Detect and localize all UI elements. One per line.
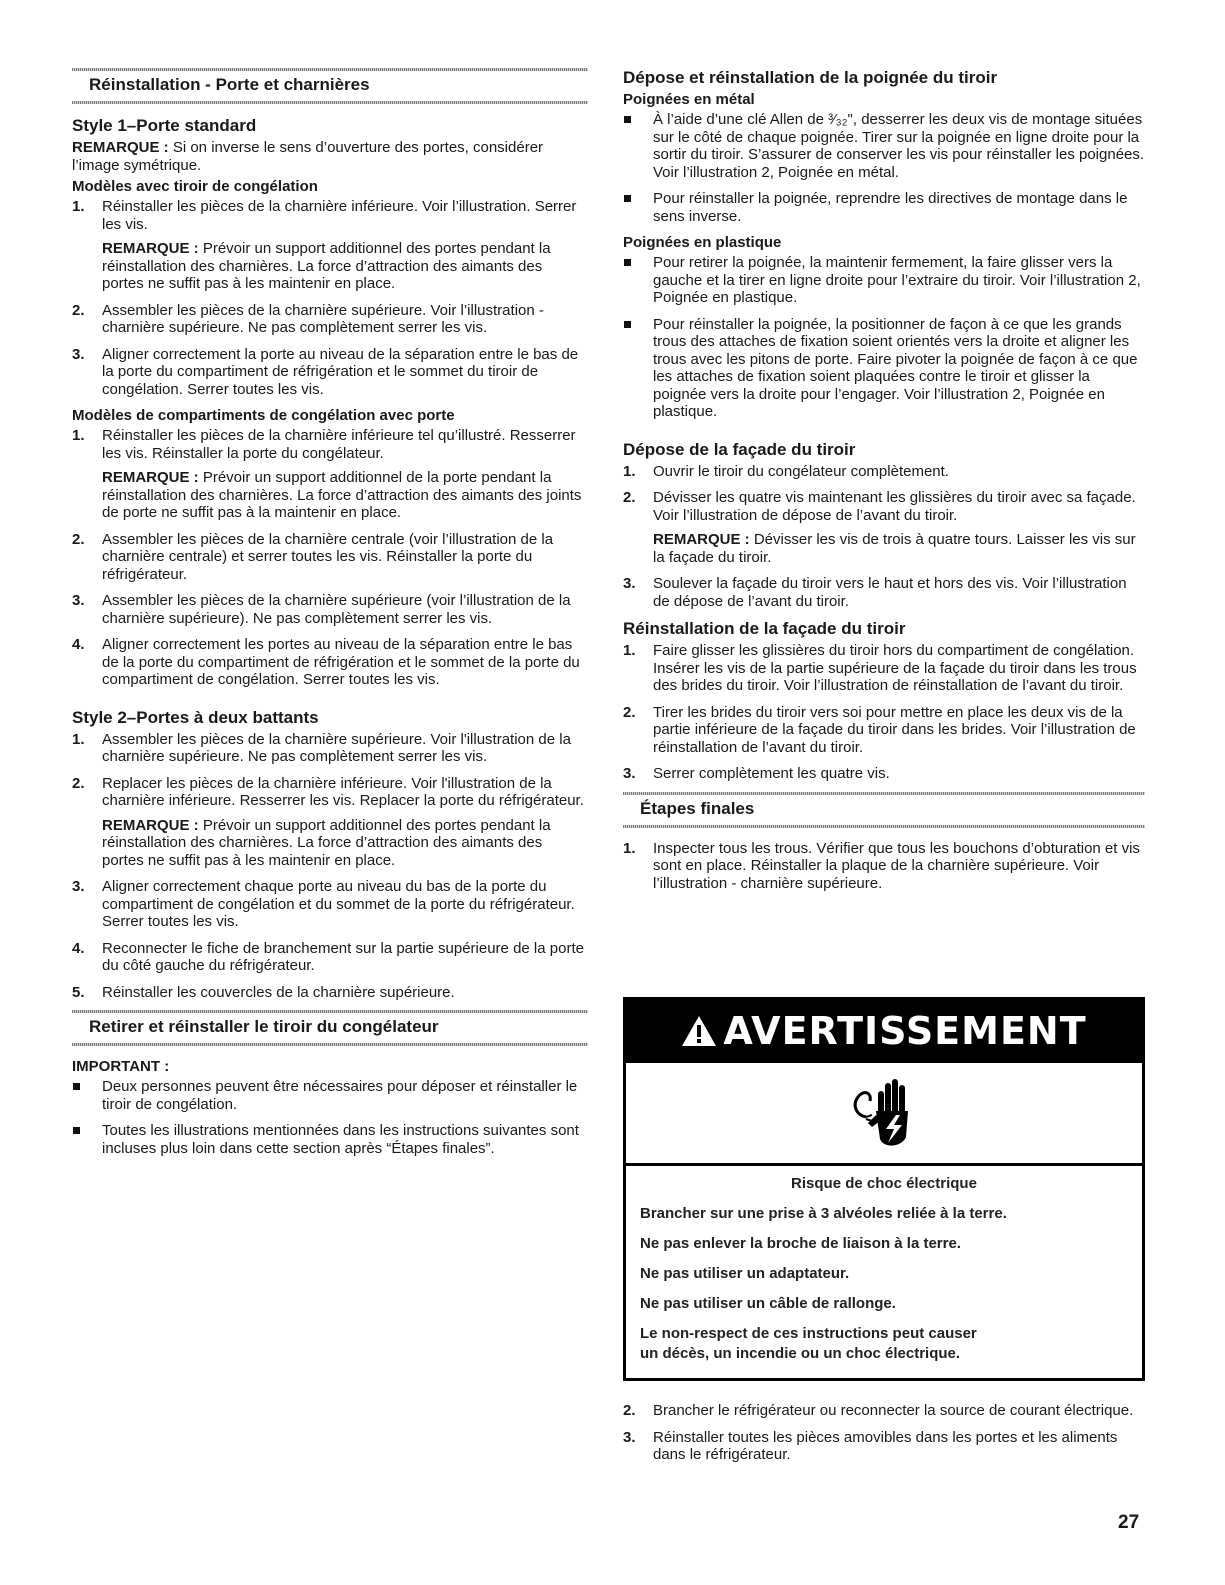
list-item: 3. Soulever la façade du tiroir vers le haut et hors des vis. Voir l’illustration de dépose de l’avant du tiroir. — [623, 575, 1127, 610]
plastic-handles-heading: Poignées en plastique — [623, 234, 782, 251]
list-item: 1. Réinstaller les pièces de la charnière inférieure. Voir l’illustration. Serrer les vis. — [72, 198, 577, 233]
warning-line: un décès, un incendie ou un choc électrique. — [640, 1345, 961, 1362]
right-column — [623, 68, 1145, 901]
list-item: 2. Brancher le réfrigérateur ou reconnecter la source de courant électrique. — [623, 1402, 1134, 1419]
freezer-drawer-models-heading: Modèles avec tiroir de congélation — [72, 178, 318, 195]
bullet-item: Pour réinstaller la poignée, reprendre les directives de montage dans le sens inverse. — [623, 190, 1145, 225]
section-title: Étapes finales — [640, 798, 755, 818]
warning-line: Le non-respect de ces instructions peut causer — [640, 1325, 977, 1342]
style1-remark — [72, 139, 588, 174]
handle-heading: Dépose et réinstallation de la poignée du tiroir — [623, 68, 998, 87]
section-title: Réinstallation - Porte et charnières — [89, 75, 370, 94]
list-item: 3. Assembler les pièces de la charnière supérieure (voir l’illustration de la charnière supérieure). Ne pas complètement serrer les vis. — [72, 592, 571, 627]
list-item: 3. Serrer complètement les quatre vis. — [623, 765, 890, 782]
electric-shock-hand-icon — [844, 1071, 924, 1155]
left-column — [72, 68, 588, 1166]
warning-box — [623, 997, 1145, 1381]
note: REMARQUE : Prévoir un support additionnel des portes pendant la réinstallation des charnières. La force d’attraction des aimants des portes ne suffit pas à les maintenir en place. — [102, 240, 551, 292]
list-item: 2. Dévisser les quatre vis maintenant les glissières du tiroir avec sa façade. Voir l’illustration de dépose de l’avant du tiroir. — [623, 489, 1136, 524]
list-item: 2. Assembler les pièces de la charnière supérieure. Voir l’illustration - charnière supérieure. Ne pas complètement serrer les vis. — [72, 301, 544, 336]
note: REMARQUE : Dévisser les vis de trois à quatre tours. Laisser les vis sur la façade du tiroir. — [653, 531, 1136, 566]
list-item: 4. Reconnecter le fiche de branchement sur la partie supérieure de la porte du côté gauche du réfrigérateur. — [72, 939, 584, 974]
list-item: 5. Réinstaller les couvercles de la charnière supérieure. — [72, 983, 455, 1001]
style1-heading: Style 1–Porte standard — [72, 116, 257, 135]
list-item: 1. Assembler les pièces de la charnière supérieure. Voir l'illustration de la charnière supérieure. Ne pas complètement serrer les vis. — [72, 730, 571, 765]
metal-handles-heading: Poignées en métal — [623, 91, 755, 108]
list-item: 2. Assembler les pièces de la charnière centrale (voir l’illustration de la charnière centrale) et serrer toutes les vis. Réinstaller la porte du réfrigérateur. — [72, 530, 554, 583]
list-item: 3. Aligner correctement chaque porte au niveau du bas de la porte du compartiment de congélation et du sommet de la porte du réfrigérateur. Serrer toutes les vis. — [72, 878, 575, 930]
warning-risk-heading: Risque de choc électrique — [791, 1175, 977, 1192]
bullet-item: Pour réinstaller la poignée, la positionner de façon à ce que les grands trous des attaches de fixation soient orientés vers la droite et aligner les trous avec les pitons de porte. Faire pivoter la poignée de façon à ce que les attaches de fixation soient plaquées contre le tiroir et glisser la poignée vers la droite pour l’engager. Voir l’illustration 2, Poignée en plastique. — [623, 316, 1145, 421]
list-item: 3. Aligner correctement la porte au niveau de la séparation entre le bas de la porte du compartiment de réfrigération et le sommet du tiroir de congélation. Serrer toutes les vis. — [72, 345, 579, 398]
warning-line: Ne pas utiliser un adaptateur. — [640, 1265, 850, 1282]
warning-body — [626, 1166, 1142, 1378]
list-item: 1. Inspecter tous les trous. Vérifier que tous les bouchons d’obturation et vis sont en place. Réinstaller la plaque de la charnière supérieure. Voir l’illustration - charnière supérieure. — [623, 839, 1140, 892]
warning-triangle-icon — [681, 1015, 717, 1047]
front-reinstall-heading: Réinstallation de la façade du tiroir — [623, 619, 906, 638]
section-header-final-steps — [623, 792, 1145, 828]
final-steps-continued — [623, 1402, 1145, 1473]
list-item: 1. Ouvrir le tiroir du congélateur complètement. — [623, 462, 949, 480]
page-number: 27 — [1118, 1512, 1140, 1533]
front-removal-heading: Dépose de la façade du tiroir — [623, 439, 856, 459]
warning-line: Ne pas utiliser un câble de rallonge. — [640, 1295, 896, 1312]
list-item: 2. Tirer les brides du tiroir vers soi pour mettre en place les deux vis de la partie inférieure de la façade du tiroir dans les brides. Voir l’illustration de réinstallation de l’avant du tiroir. — [623, 703, 1136, 756]
remark-label: REMARQUE : — [72, 139, 169, 156]
list-item: 3. Réinstaller toutes les pièces amovibles dans les portes et les aliments dans le réfrigérateur. — [623, 1428, 1118, 1463]
list-item: 1. Réinstaller les pièces de la charnière inférieure tel qu’illustré. Resserrer les vis. Réinstaller la porte du congélateur. — [72, 427, 576, 462]
note: REMARQUE : Prévoir un support additionnel des portes pendant la réinstallation des charnières. La force d’attraction des aimants des portes ne suffit pas à les maintenir en place. — [102, 816, 551, 869]
list-item: 1. Faire glisser les glissières du tiroir hors du compartiment de congélation. Insérer les vis de la partie supérieure de la façade du tiroir dans les trous des brides du tiroir. Voir l’illustration de réinstallation de l’avant du tiroir. — [623, 642, 1137, 694]
bullet-item: À l’aide d’une clé Allen de ³⁄₃₂", desserrer les deux vis de montage situées sur le côté de chaque poignée. Tirer sur la poignée en ligne droite pour la sortir du tiroir. S’assurer de conserver les vis pour réinstaller les poignées. Voir l’illustration 2, Poignée en métal. — [623, 111, 1145, 181]
freezer-door-models-heading: Modèles de compartiments de congélation avec porte — [72, 407, 455, 424]
section-header-reinstall-doors — [72, 68, 588, 104]
note: REMARQUE : Prévoir un support additionnel de la porte pendant la réinstallation des charnières. La force d’attraction des aimants des joints de porte ne suffit pas à la maintenir en place. — [102, 469, 582, 521]
warning-line: Ne pas enlever la broche de liaison à la terre. — [640, 1235, 961, 1252]
warning-title: AVERTISSEMENT — [723, 1009, 1087, 1053]
section-header-freezer-drawer — [72, 1010, 588, 1046]
bullet-item: Toutes les illustrations mentionnées dans les instructions suivantes sont incluses plus loin dans cette section après “Étapes finales”. — [72, 1122, 588, 1157]
section-title: Retirer et réinstaller le tiroir du congélateur — [89, 1017, 439, 1036]
warning-header — [626, 1000, 1142, 1062]
list-item: 2. Replacer les pièces de la charnière inférieure. Voir l'illustration de la charnière inférieure. Resserrer les vis. Replacer la porte du réfrigérateur. — [72, 774, 584, 809]
warning-line: Brancher sur une prise à 3 alvéoles reliée à la terre. — [640, 1205, 1007, 1222]
remark-text: Si on inverse le sens d’ouverture des portes, considérer l’image symétrique. — [72, 139, 544, 174]
important-label: IMPORTANT : — [72, 1058, 170, 1075]
bullet-item: Pour retirer la poignée, la maintenir fermement, la faire glisser vers la gauche et la tirer en ligne droite pour l’extraire du tiroir. Voir l’illustration 2, Poignée en plastique. — [623, 254, 1145, 307]
list-item: 4. Aligner correctement les portes au niveau de la séparation entre le bas de la porte du compartiment de réfrigération et le sommet de la porte du compartiment de congélation. Serrer toutes les vis. — [72, 636, 580, 688]
bullet-item: Deux personnes peuvent être nécessaires pour déposer et réinstaller le tiroir de congélation. — [72, 1078, 588, 1113]
style2-heading: Style 2–Portes à deux battants — [72, 707, 319, 727]
